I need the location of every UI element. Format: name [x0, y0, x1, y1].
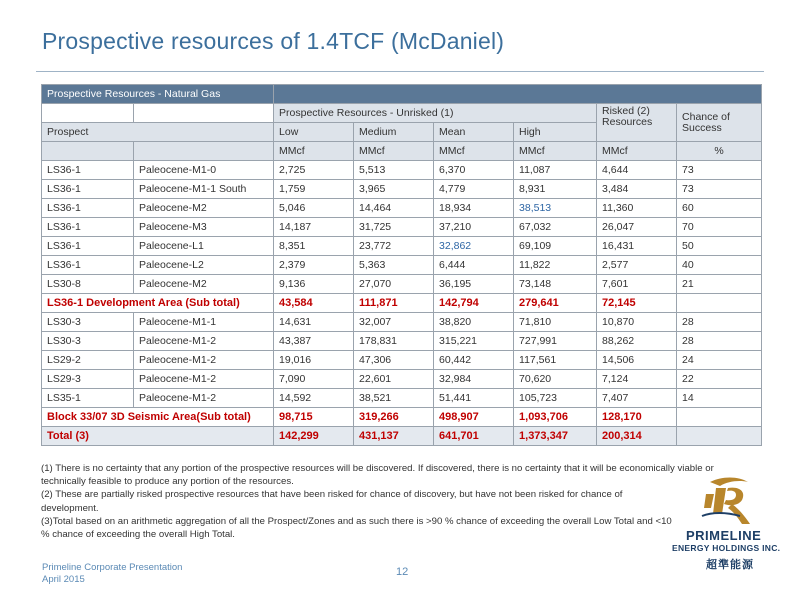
table-cell-med: 5,363	[354, 256, 434, 275]
unit-pct: %	[677, 142, 762, 161]
unit-risked-mean: MMcf	[597, 142, 677, 161]
total-row	[42, 427, 762, 446]
subtotal-row	[42, 408, 762, 427]
table-cell-low: 19,016	[274, 351, 354, 370]
subtotal-row	[42, 294, 762, 313]
table-cell-med: 178,831	[354, 332, 434, 351]
table-group-header-row	[42, 104, 762, 123]
table-cell-rmean: 26,047	[597, 218, 677, 237]
col-low: Low	[274, 123, 354, 142]
table-cell-med: 5,513	[354, 161, 434, 180]
table-cell-high: 67,032	[514, 218, 597, 237]
table-cell-p: LS36-1	[42, 161, 134, 180]
unit-high: MMcf	[514, 142, 597, 161]
table-cell-low: 8,351	[274, 237, 354, 256]
table-row	[42, 275, 762, 294]
table-cell-mean: 32,862	[434, 237, 514, 256]
table-cell-p: LS30-8	[42, 275, 134, 294]
table-cell-cos: 73	[677, 180, 762, 199]
table-cell-cos: 28	[677, 332, 762, 351]
subtotal-cell-med: 319,266	[354, 408, 434, 427]
col-medium: Medium	[354, 123, 434, 142]
table-cell-z: Paleocene-M2	[134, 199, 274, 218]
table-cell-mean: 315,221	[434, 332, 514, 351]
table-cell-med: 3,965	[354, 180, 434, 199]
table-cell-z: Paleocene-L2	[134, 256, 274, 275]
table-row	[42, 389, 762, 408]
table-cell-rmean: 2,577	[597, 256, 677, 275]
table-cell-low: 7,090	[274, 370, 354, 389]
table-cell-p: LS36-1	[42, 237, 134, 256]
subtotal-cell-high: 279,641	[514, 294, 597, 313]
table-cell-high: 727,991	[514, 332, 597, 351]
table-cell-p: LS30-3	[42, 332, 134, 351]
table-cell-low: 14,187	[274, 218, 354, 237]
table-cell-high: 70,620	[514, 370, 597, 389]
table-cell-rmean: 3,484	[597, 180, 677, 199]
table-cell-rmean: 16,431	[597, 237, 677, 256]
table-cell-high: 73,148	[514, 275, 597, 294]
table-cell-cos: 73	[677, 161, 762, 180]
table-cell-cos: 24	[677, 351, 762, 370]
table-cell-high: 105,723	[514, 389, 597, 408]
footnote-1: (1) There is no certainty that any portion of the prospective resources will be discovered. If discovered, there is no certainty that it will be economically viable or technically feasible to produce any portion of the resources.	[41, 463, 714, 488]
group-unrisked-header: Prospective Resources - Unrisked (1)	[274, 104, 597, 123]
subtotal-label: LS36-1 Development Area (Sub total)	[42, 294, 274, 313]
table-cell-z: Paleocene-M1-2	[134, 332, 274, 351]
table-cell-mean: 36,195	[434, 275, 514, 294]
subtotal-cell-high: 1,373,347	[514, 427, 597, 446]
table-cell-p: LS29-2	[42, 351, 134, 370]
table-cell-high: 11,087	[514, 161, 597, 180]
page-title: Prospective resources of 1.4TCF (McDaniel)	[42, 28, 505, 54]
unit-mean: MMcf	[434, 142, 514, 161]
table-cell-med: 47,306	[354, 351, 434, 370]
table-cell-mean: 6,370	[434, 161, 514, 180]
table-row	[42, 180, 762, 199]
table-cell-z: Paleocene-M1-2	[134, 370, 274, 389]
table-banner-row	[42, 85, 762, 104]
subtotal-cell-low: 98,715	[274, 408, 354, 427]
table-cell-cos: 28	[677, 313, 762, 332]
table-cell-high: 8,931	[514, 180, 597, 199]
table-cell-z: Paleocene-M3	[134, 218, 274, 237]
table-cell-z: Paleocene-M2	[134, 275, 274, 294]
subtotal-cell-mean: 498,907	[434, 408, 514, 427]
table-cell-low: 14,592	[274, 389, 354, 408]
group-risked-header: Risked (2) Resources	[597, 104, 677, 142]
subtotal-cell-rmean: 128,170	[597, 408, 677, 427]
table-cell-mean: 4,779	[434, 180, 514, 199]
table-cell-low: 2,725	[274, 161, 354, 180]
subtotal-cell-med: 431,137	[354, 427, 434, 446]
subtotal-cell-low: 43,584	[274, 294, 354, 313]
chance-header: Chance of Success	[677, 104, 762, 142]
table-cell-low: 14,631	[274, 313, 354, 332]
table-cell-mean: 37,210	[434, 218, 514, 237]
col-high: High	[514, 123, 597, 142]
table-cell-mean: 18,934	[434, 199, 514, 218]
table-cell-med: 22,601	[354, 370, 434, 389]
table-cell-mean: 38,820	[434, 313, 514, 332]
table-cell-p: LS30-3	[42, 313, 134, 332]
table-cell-low: 43,387	[274, 332, 354, 351]
table-cell-mean: 60,442	[434, 351, 514, 370]
table-cell-low: 5,046	[274, 199, 354, 218]
table-cell-rmean: 10,870	[597, 313, 677, 332]
unit-medium: MMcf	[354, 142, 434, 161]
table-row	[42, 332, 762, 351]
table-cell-mean: 32,984	[434, 370, 514, 389]
table-cell-cos: 60	[677, 199, 762, 218]
table-cell-high: 69,109	[514, 237, 597, 256]
table-cell-med: 14,464	[354, 199, 434, 218]
table-cell-cos: 40	[677, 256, 762, 275]
subtotal-cell-rmean: 72,145	[597, 294, 677, 313]
table-row	[42, 199, 762, 218]
table-cell-rmean: 11,360	[597, 199, 677, 218]
logo-text-energy: ENERGY HOLDINGS INC.	[672, 543, 781, 553]
unit-low: MMcf	[274, 142, 354, 161]
table-cell-rmean: 88,262	[597, 332, 677, 351]
table-cell-p: LS36-1	[42, 256, 134, 275]
subtotal-label: Total (3)	[42, 427, 274, 446]
footnote-2: (2) These are partially risked prospective resources that have been risked for chance of discovery, but have not been risked for chance of development.	[41, 489, 623, 514]
footer-presentation: Primeline Corporate Presentation	[42, 562, 183, 573]
company-logo	[666, 474, 784, 574]
table-cell-z: Paleocene-M1-0	[134, 161, 274, 180]
table-cell-low: 2,379	[274, 256, 354, 275]
subtotal-cell-mean: 142,794	[434, 294, 514, 313]
table-row	[42, 237, 762, 256]
table-unit-row	[42, 142, 762, 161]
logo-text-primeline: PRIMELINE	[686, 528, 762, 543]
table-cell-med: 27,070	[354, 275, 434, 294]
footer	[42, 562, 182, 586]
subtotal-cell-med: 111,871	[354, 294, 434, 313]
logo-text-chinese: 超準能源	[706, 559, 754, 571]
table-cell-high: 38,513	[514, 199, 597, 218]
title-divider	[36, 71, 764, 72]
col-mean: Mean	[434, 123, 514, 142]
subtotal-cell-rmean: 200,314	[597, 427, 677, 446]
subtotal-cell-low: 142,299	[274, 427, 354, 446]
table-cell-rmean: 7,601	[597, 275, 677, 294]
table-cell-z: Paleocene-M1-1 South	[134, 180, 274, 199]
col-prospect: Prospect	[42, 123, 274, 142]
footnotes	[41, 462, 731, 541]
table-cell-cos: 14	[677, 389, 762, 408]
page-number: 12	[396, 566, 409, 578]
table-cell-p: LS29-3	[42, 370, 134, 389]
table-cell-cos: 70	[677, 218, 762, 237]
table-row	[42, 161, 762, 180]
table-cell-high: 11,822	[514, 256, 597, 275]
table-cell-z: Paleocene-M1-2	[134, 389, 274, 408]
table-cell-rmean: 7,407	[597, 389, 677, 408]
table-cell-z: Paleocene-M1-1	[134, 313, 274, 332]
table-cell-med: 32,007	[354, 313, 434, 332]
footnote-3: (3)Total based on an arithmetic aggregation of all the Prospect/Zones and as such there is >90 % chance of exceeding the overall Low Total and <10 % chance of exceeding the overall High Total.	[41, 515, 672, 541]
resources-table	[41, 84, 762, 446]
table-cell-rmean: 4,644	[597, 161, 677, 180]
table-cell-low: 9,136	[274, 275, 354, 294]
table-cell-p: LS36-1	[42, 180, 134, 199]
table-row	[42, 256, 762, 275]
table-row	[42, 313, 762, 332]
table-cell-low: 1,759	[274, 180, 354, 199]
table-cell-p: LS36-1	[42, 199, 134, 218]
table-cell-z: Paleocene-M1-2	[134, 351, 274, 370]
table-cell-med: 38,521	[354, 389, 434, 408]
table-cell-cos: 50	[677, 237, 762, 256]
table-cell-high: 117,561	[514, 351, 597, 370]
table-cell-cos: 21	[677, 275, 762, 294]
table-cell-mean: 6,444	[434, 256, 514, 275]
subtotal-cell-mean: 641,701	[434, 427, 514, 446]
table-cell-mean: 51,441	[434, 389, 514, 408]
table-row	[42, 370, 762, 389]
subtotal-label: Block 33/07 3D Seismic Area(Sub total)	[42, 408, 274, 427]
table-cell-cos: 22	[677, 370, 762, 389]
table-cell-med: 23,772	[354, 237, 434, 256]
table-banner: Prospective Resources - Natural Gas	[42, 85, 274, 104]
logo-mark-icon	[666, 474, 784, 530]
table-cell-p: LS35-1	[42, 389, 134, 408]
table-cell-z: Paleocene-L1	[134, 237, 274, 256]
table-cell-high: 71,810	[514, 313, 597, 332]
table-cell-p: LS36-1	[42, 218, 134, 237]
table-cell-rmean: 14,506	[597, 351, 677, 370]
table-row	[42, 218, 762, 237]
table-cell-rmean: 7,124	[597, 370, 677, 389]
table-row	[42, 351, 762, 370]
footer-date: April 2015	[42, 574, 85, 585]
subtotal-cell-high: 1,093,706	[514, 408, 597, 427]
table-cell-med: 31,725	[354, 218, 434, 237]
